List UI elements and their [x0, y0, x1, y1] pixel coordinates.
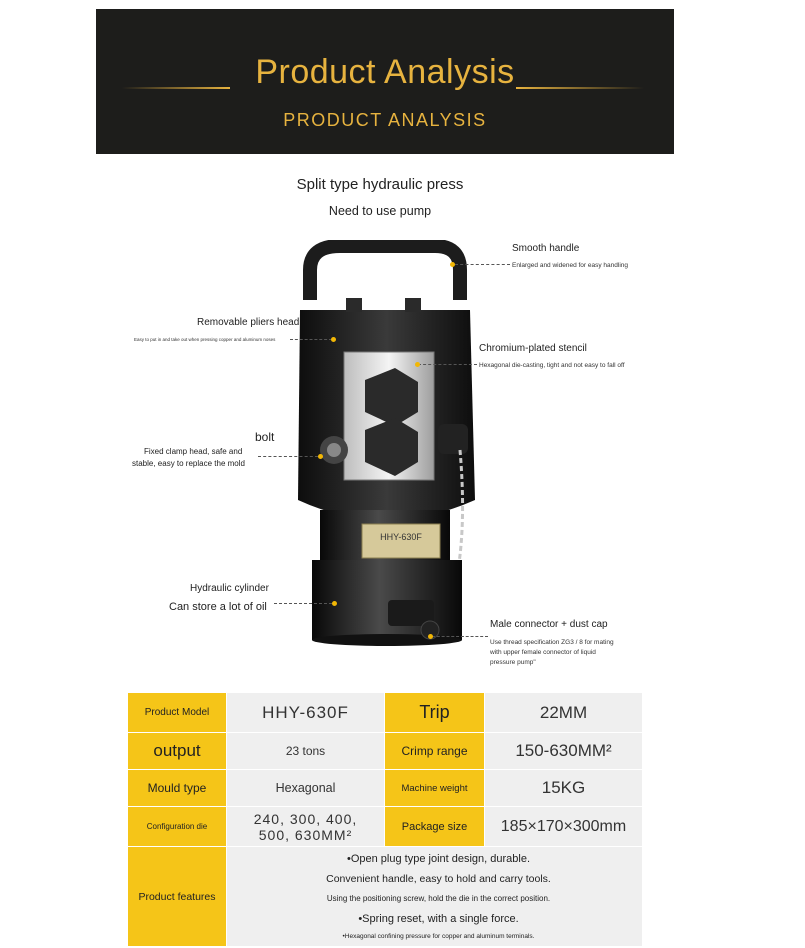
- banner-title: Product Analysis: [255, 53, 515, 91]
- spec-trip-label: Trip: [385, 693, 485, 733]
- callout-connector-line1: Use thread specification ZG3 / 8 for mating: [490, 639, 614, 646]
- spec-output-label: output: [128, 733, 227, 770]
- callout-stencil-title: Chromium-plated stencil: [479, 343, 587, 354]
- callout-head-line: [290, 339, 332, 340]
- spec-features-list: [227, 847, 643, 947]
- spec-row: [128, 733, 643, 770]
- callout-clamp-line1: Fixed clamp head, safe and: [144, 447, 243, 456]
- label-plate: HHY-630F: [380, 532, 422, 542]
- spec-table: [127, 692, 643, 947]
- spec-trip-value: 22MM: [485, 693, 643, 733]
- product-subcaption: Need to use pump: [328, 204, 432, 218]
- callout-handle-line: [455, 264, 510, 265]
- callout-cylinder-title: Hydraulic cylinder: [190, 583, 269, 594]
- spec-features-label: Product features: [128, 847, 227, 947]
- callout-connector-title: Male connector + dust cap: [490, 619, 608, 630]
- product-caption: Split type hydraulic press: [296, 176, 464, 193]
- spec-die-value: [227, 807, 385, 847]
- callout-head-dot: [331, 337, 336, 342]
- spec-mould-value: Hexagonal: [227, 770, 385, 807]
- spec-product-model-value: HHY-630F: [227, 693, 385, 733]
- spec-row: [128, 693, 643, 733]
- callout-clamp-dot: [318, 454, 323, 459]
- banner-subtitle: PRODUCT ANALYSIS: [283, 110, 487, 130]
- callout-stencil-dot: [415, 362, 420, 367]
- feature-item: Using the positioning screw, hold the die in the correct position.: [326, 893, 551, 903]
- callout-stencil-line: [418, 364, 477, 365]
- spec-mould-label: Mould type: [128, 770, 227, 807]
- callout-cylinder-dot: [332, 601, 337, 606]
- spec-output-value: 23 tons: [227, 733, 385, 770]
- spec-row: [128, 847, 643, 947]
- spec-package-label: Package size: [385, 807, 485, 847]
- spec-crimp-label: Crimp range: [385, 733, 485, 770]
- banner-right-rule: [516, 87, 644, 89]
- callout-clamp-line2: stable, easy to replace the mold: [132, 459, 245, 468]
- callout-handle-dot: [450, 262, 455, 267]
- callout-connector-line3: pressure pump": [490, 659, 536, 666]
- callout-handle-sub: Enlarged and widened for easy handling: [512, 262, 629, 269]
- spec-die-line1: 240, 300, 400,: [253, 810, 358, 827]
- callout-stencil-sub: Hexagonal die-casting, tight and not easy to fall off: [479, 362, 625, 369]
- callout-connector-dot: [428, 634, 433, 639]
- callout-connector-line2: with upper female connector of liquid: [490, 649, 596, 656]
- feature-item: •Spring reset, with a single force.: [358, 912, 519, 925]
- spec-weight-label: Machine weight: [385, 770, 485, 807]
- hydraulic-press-image: [270, 240, 500, 660]
- spec-die-label: Configuration die: [128, 807, 227, 847]
- feature-item: •Hexagonal confining pressure for copper and aluminum terminals.: [342, 932, 535, 940]
- callout-head-sub: Easy to put in and take out when pressing copper and aluminum noses: [134, 337, 276, 342]
- spec-row: [128, 807, 643, 847]
- spec-weight-value: 15KG: [485, 770, 643, 807]
- callout-bolt-title: bolt: [255, 430, 275, 444]
- callout-connector-line: [432, 636, 488, 637]
- callout-clamp-line: [258, 456, 318, 457]
- header-banner: [96, 9, 674, 154]
- spec-package-value: 185×170×300mm: [485, 807, 643, 847]
- feature-item: •Open plug type joint design, durable.: [346, 852, 531, 865]
- callout-cylinder-sub: Can store a lot of oil: [169, 601, 267, 613]
- spec-die-line2: 500, 630MM²: [258, 826, 353, 843]
- spec-product-model-label: Product Model: [128, 693, 227, 733]
- callout-head-title: Removable pliers head: [197, 317, 300, 328]
- feature-item: Convenient handle, easy to hold and carry tools.: [326, 872, 551, 885]
- callout-cylinder-line: [274, 603, 332, 604]
- callout-handle-title: Smooth handle: [512, 243, 580, 254]
- spec-crimp-value: 150-630MM²: [485, 733, 643, 770]
- spec-row: [128, 770, 643, 807]
